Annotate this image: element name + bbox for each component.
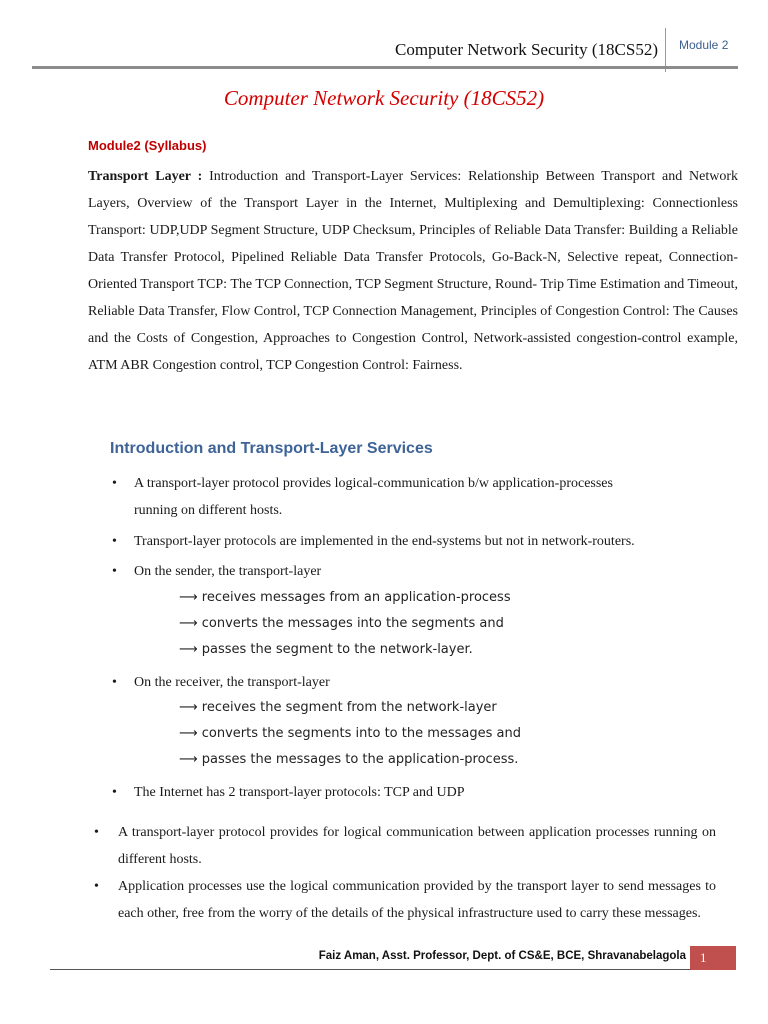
page-number-badge: 1 [690,946,736,970]
bullet-dot: • [112,564,117,579]
syllabus-paragraph [88,163,738,379]
sub-item: ⟶ receives messages from an application-process [179,590,511,605]
syllabus-heading: Module2 (Syllabus) [88,138,207,153]
bullet-dot: • [94,825,99,840]
bullet-dot: • [112,675,117,690]
bullet-dot: • [112,785,117,800]
syllabus-body: Introduction and Transport-Layer Services: Relationship Between Transport and Network Layers, Overview of the Transport Layer in the Internet, Multiplexing and Demultiplexing: Connectionless Transport: UDP,UDP Segment Structure, UDP Checksum, Principles of Reliable Data Transfer: Building a Reliable Data Transfer Protocol, Pipelined Reliable Data Transfer Protocols, Go-Back-N, Selective repeat, Connection-Oriented Transport TCP: The TCP Connection, TCP Segment Structure, Round- Trip Time Estimation and Timeout, Reliable Data Transfer, Flow Control, TCP Connection Management, Principles of Congestion Control: The Causes and the Costs of Congestion, Approaches to Congestion Control, Network-assisted congestion-control example, ATM ABR Congestion control, TCP Congestion Control: Fairness. [88,169,739,373]
footer-rule [50,969,690,970]
list-item: On the receiver, the transport-layer [134,675,330,690]
list-item: The Internet has 2 transport-layer protocols: TCP and UDP [134,785,465,800]
bullet-dot: • [112,534,117,549]
list-item-continuation: running on different hosts. [134,503,283,518]
note-item: Application processes use the logical communication provided by the transport layer to send messages to each other, free from the worry of the details of the physical infrastructure used to carry these messages. [118,879,716,921]
bullet-dot: • [112,476,117,491]
sub-item: ⟶ converts the segments into to the messages and [179,726,522,741]
module-tag: Module 2 [679,38,729,52]
bullet-dot: • [94,879,99,894]
sub-item: ⟶ passes the segment to the network-layer. [179,642,473,657]
list-item: A transport-layer protocol provides logical-communication b/w application-processes [134,476,613,491]
section-heading: Introduction and Transport-Layer Services [110,440,433,457]
header-rule [32,66,738,69]
sub-item: ⟶ receives the segment from the network-layer [179,700,497,715]
document-title: Computer Network Security (18CS52) [223,86,545,110]
sub-item: ⟶ converts the messages into the segments and [179,616,504,631]
sub-item: ⟶ passes the messages to the application-process. [179,752,519,767]
list-item: Transport-layer protocols are implemented in the end-systems but not in network-routers. [134,534,635,549]
note-item: A transport-layer protocol provides for logical communication between application processes running on different hosts. [118,825,716,867]
footer-author: Faiz Aman, Asst. Professor, Dept. of CS&E, BCE, Shravanabelagola [318,950,686,962]
running-header-title: Computer Network Security (18CS52) [395,40,658,59]
list-item: On the sender, the transport-layer [134,564,322,579]
syllabus-lead: Transport Layer : [88,169,203,184]
